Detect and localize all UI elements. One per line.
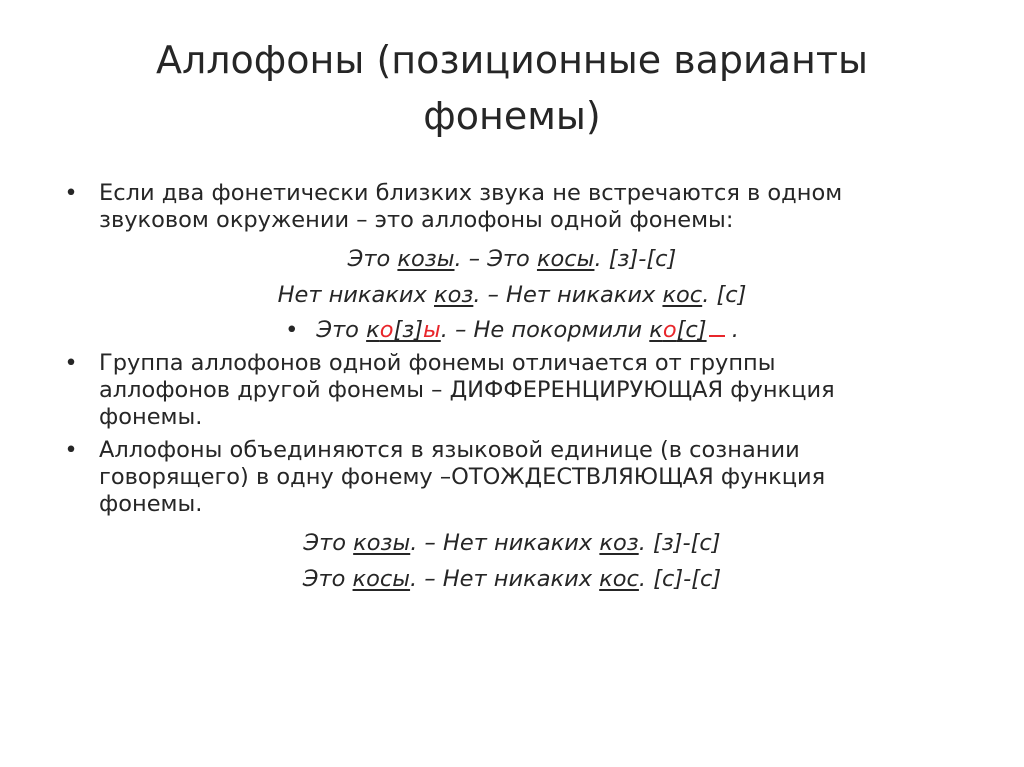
bullet-3-line-2: говорящего) в одну фонему –ОТОЖДЕСТВЛЯЮЩАЯ функция: [99, 464, 826, 490]
bullet-dot: •: [64, 350, 78, 376]
bullet-1-line-1: Если два фонетически близких звука не встречаются в одном: [99, 180, 843, 206]
bullet-dot: •: [64, 180, 78, 206]
slide-body: [62, 180, 962, 593]
slide-title-line-1: Аллофоны (позиционные варианты: [155, 38, 869, 82]
slide-title: [60, 32, 964, 144]
bullet-2-line-2: аллофонов другой фонемы – ДИФФЕРЕНЦИРУЮЩАЯ функция: [99, 377, 835, 403]
example-word: косы: [352, 566, 411, 592]
example-line-5: Это косы. – Нет никаких кос. [с]-[с]: [302, 566, 722, 592]
bullet-item-2: [62, 350, 962, 431]
bullet-item-3: [62, 437, 962, 518]
bullet-dot: •: [285, 317, 299, 343]
example-word-highlighted: ко[з]ы: [366, 317, 441, 343]
example-word: коз: [599, 530, 639, 556]
bullet-2-line-3: фонемы.: [99, 404, 203, 430]
example-word: кос: [662, 282, 703, 308]
red-underline-mark: [709, 335, 725, 337]
bullet-3-line-1: Аллофоны объединяются в языковой единице (в сознании: [99, 437, 800, 463]
example-line-2: Нет никаких коз. – Нет никаких кос. [с]: [277, 282, 747, 308]
bullet-2-line-1: Группа аллофонов одной фонемы отличается от группы: [99, 350, 776, 376]
example-word: кос: [599, 566, 639, 592]
example-word: коз: [434, 282, 474, 308]
example-word-highlighted: ко[с]: [649, 317, 707, 343]
bullet-3-line-3: фонемы.: [99, 491, 203, 517]
bullet-item-1: [62, 180, 962, 234]
example-line-4: Это козы. – Нет никаких коз. [з]-[с]: [303, 530, 721, 556]
example-line-3: • Это ко[з]ы. – Не покормили ко[с] .: [285, 317, 739, 343]
bullet-1-line-2: звуковом окружении – это аллофоны одной фонемы:: [99, 207, 734, 233]
bullet-dot: •: [64, 437, 78, 463]
example-word: косы: [536, 246, 595, 272]
example-line-1: Это козы. – Это косы. [з]-[с]: [347, 246, 677, 272]
slide-title-line-2: фонемы): [423, 94, 601, 138]
example-word: козы: [353, 530, 411, 556]
example-word: козы: [397, 246, 455, 272]
